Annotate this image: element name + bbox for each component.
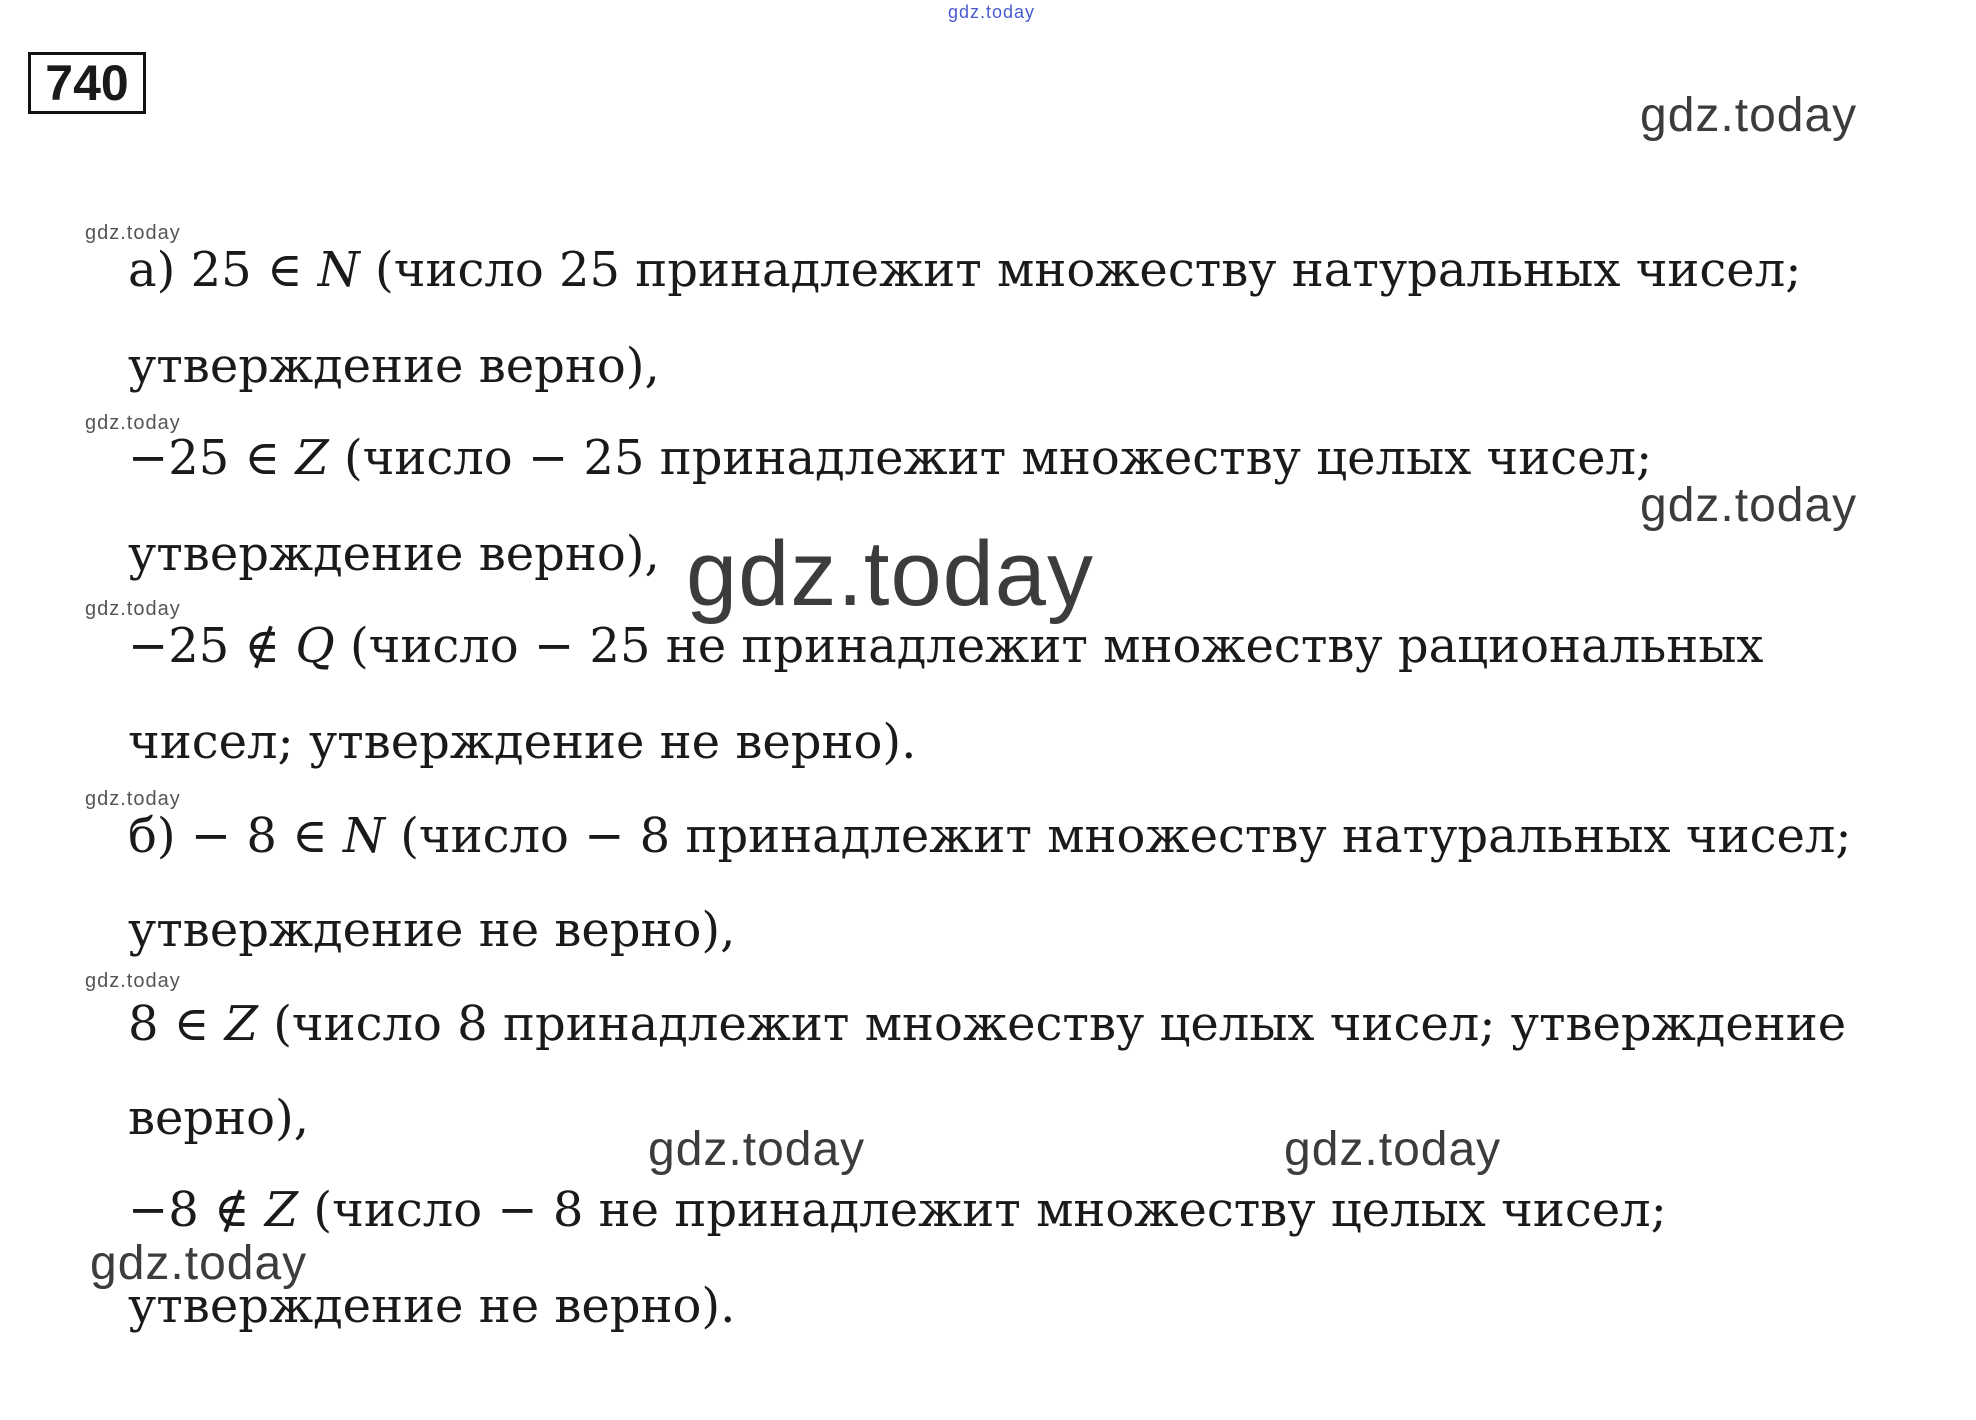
watermark-margin-1: gdz.today <box>85 222 181 244</box>
watermark-center-large: gdz.today <box>686 523 1094 625</box>
solution-line-6: чисел; утверждение не верно). <box>128 714 917 770</box>
solution-line-1: а) 25 ∈ 𝑁 (число 25 принадлежит множеству натуральных чисел; <box>128 242 1802 298</box>
solution-line-8: утверждение не верно), <box>128 902 736 958</box>
solution-line-3: −25 ∈ 𝑍 (число − 25 принадлежит множеству целых чисел; <box>128 430 1653 486</box>
watermark-margin-3: gdz.today <box>85 598 181 620</box>
solution-line-10: верно), <box>128 1090 310 1146</box>
solution-line-11: −8 ∉ 𝑍 (число − 8 не принадлежит множеству целых чисел; <box>128 1182 1667 1238</box>
problem-number: 740 <box>28 52 146 114</box>
watermark-bottom-left: gdz.today <box>90 1237 308 1290</box>
watermark-margin-2: gdz.today <box>85 412 181 434</box>
solution-line-12: утверждение не верно). <box>128 1278 736 1334</box>
watermark-bottom-center: gdz.today <box>648 1123 866 1176</box>
solution-line-2: утверждение верно), <box>128 338 660 394</box>
watermark-bottom-right: gdz.today <box>1284 1123 1502 1176</box>
watermark-margin-5: gdz.today <box>85 970 181 992</box>
watermark-top-right: gdz.today <box>1640 89 1858 142</box>
watermark-right-middle: gdz.today <box>1640 479 1858 532</box>
watermark-margin-4: gdz.today <box>85 788 181 810</box>
solution-line-4: утверждение верно), <box>128 526 660 582</box>
solution-line-7: б) − 8 ∈ 𝑁 (число − 8 принадлежит множеству натуральных чисел; <box>128 808 1852 864</box>
solution-line-9: 8 ∈ 𝑍 (число 8 принадлежит множеству целых чисел; утверждение <box>128 996 1847 1052</box>
solution-line-5: −25 ∉ 𝑄 (число − 25 не принадлежит множеству рациональных <box>128 618 1764 674</box>
watermark-top-small: gdz.today <box>948 2 1036 22</box>
